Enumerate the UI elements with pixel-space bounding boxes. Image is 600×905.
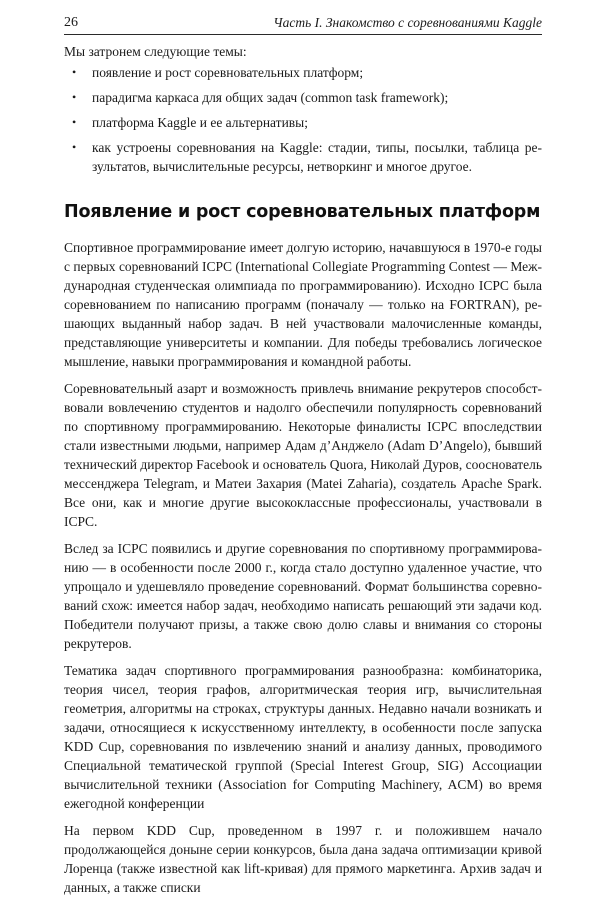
list-item [64, 138, 542, 176]
list-item [64, 113, 542, 132]
section-title: Появление и рост соревновательных платформ [64, 202, 541, 222]
paragraph: На первом KDD Cup, проведенном в 1997 г. и положившем начало продолжающейся доныне серии конкурсов, была дана задача оптимизации кривой Лоренца (также известной как lift-кривая) для прямого маркетинга. Архив задач и данных, а также списки [64, 823, 542, 895]
bullet-icon: • [72, 90, 77, 104]
paragraph: Вслед за ICPC появились и другие соревнования по спортивному программированию — в особенности после 2000 г., когда стало доступно удаленное участие, что упрощало и удешевляло проведение соревнований. Формат большинства соревнований схож: имеется набор задач, необходимо написать решающий эти задачи код. Победители получают призы, а также свою долю славы и внимания со стороны рекрутеров. [64, 541, 542, 651]
list-item-text: парадигма каркаса для общих задач (common task framework); [92, 90, 449, 105]
list-item-text: как устроены соревнования на Kaggle: стадии, типы, посылки, таблица результатов, вычислительные ресурсы, нетворкинг и многое другое. [92, 140, 542, 174]
list-item [64, 63, 542, 82]
page-header [64, 12, 542, 35]
list-item-text: появление и рост соревновательных платформ; [92, 65, 364, 80]
paragraph: Спортивное программирование имеет долгую историю, начавшуюся в 1970-е годы с первых соревнований ICPC (International Collegiate Programming Contest — Международная студенческая олимпиада по программированию). Исходно ICPC была соревнованием по написанию программ (поначалу — только на FORTRAN), решающих выданный набор задач. В ней участвовали малочисленные команды, представляющие университеты и компании. Для победы требовались логическое мышление, навыки программирования и командной работы. [64, 240, 542, 369]
page-content [64, 42, 542, 905]
bullet-icon: • [72, 65, 77, 79]
bullet-icon: • [72, 140, 77, 154]
paragraph: Тематика задач спортивного программирования разнообразна: комбинаторика, теория чисел, теория графов, алгоритмическая теория игр, вычислительная геометрия, алгоритмы на строках, структуры данных. Недавно начали возникать и задачи, относящиеся к искусственному интеллекту, в особенности после запуска KDD Cup, соревнования по извлечению знаний и анализу данных, проводимого Специальной тематической группой (Special Interest Group, SIG) Ассоциации вычислительной техники (Association for Computing Machinery, ACM) во время ежегодной конференции [64, 663, 542, 811]
list-item [64, 88, 542, 107]
running-head: Часть I. Знакомство с соревнованиями Kaggle [273, 15, 542, 30]
intro-text: Мы затронем следующие темы: [64, 44, 247, 59]
bullet-icon: • [72, 115, 77, 129]
page-number: 26 [64, 15, 78, 30]
paragraph: Соревновательный азарт и возможность привлечь внимание рекрутеров способствовали вовлечению студентов и надолго обеспечили популярность соревнований по спортивному программированию. Некоторые финалисты ICPC впоследствии стали известными людьми, например Адам д’Анджело (Adam D’Angelo), бывший технический директор Facebook и основатель Quora, Николай Дуров, сооснователь мессенджера Telegram, и Матеи Захария (Matei Zaharia), создатель Apache Spark. Все они, как и многие другие высококлассные профессионалы, участвовали в ICPC. [64, 381, 542, 529]
list-item-text: платформа Kaggle и ее альтернативы; [92, 115, 308, 130]
topics-list [64, 63, 542, 176]
